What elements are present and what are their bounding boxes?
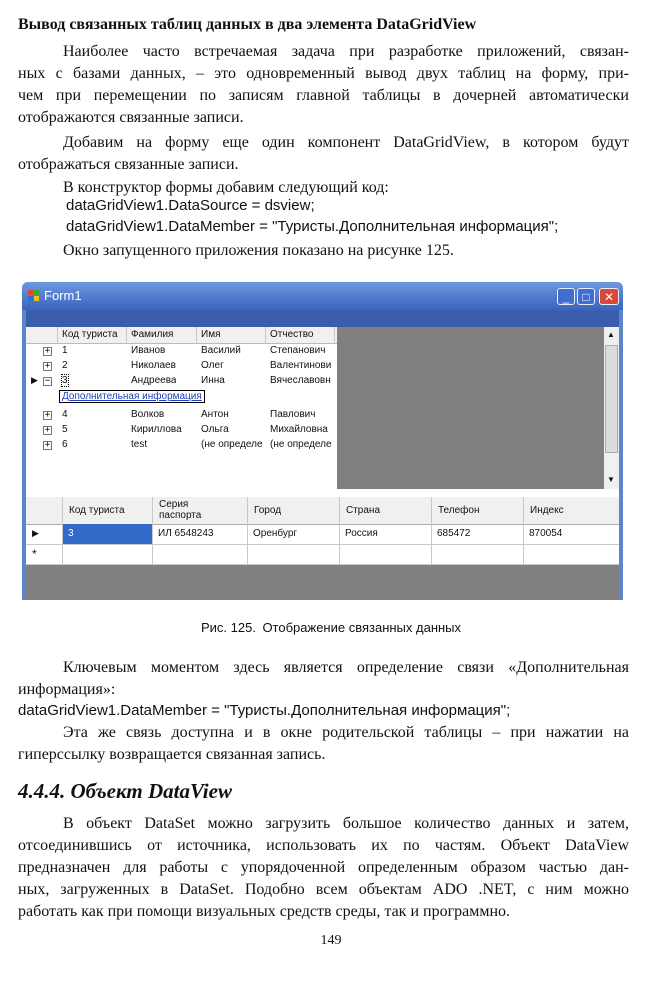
para1-line3: чем при перемещении по записям главной таблицы в дочерней автоматически <box>18 87 629 104</box>
para6-line1: Эта же связь доступна и в окне родительской таблицы – при нажатии на <box>63 724 629 741</box>
expand-plus-icon[interactable]: + <box>44 346 51 356</box>
new-row-marker: * <box>32 547 37 561</box>
col-header-name[interactable]: Имя <box>201 329 221 340</box>
para1-line2: ных с базами данных, – это одновременный вывод двух таблиц на форму, при- <box>18 65 629 82</box>
scroll-thumb[interactable] <box>605 345 618 453</box>
form-window <box>22 282 623 600</box>
parent-grid[interactable] <box>26 327 619 489</box>
child-grid-header <box>26 497 619 525</box>
scroll-down-icon[interactable]: ▼ <box>607 475 615 484</box>
para1-line4: отображаются связанные записи. <box>18 109 244 126</box>
parent-grid-header <box>26 327 337 344</box>
col-header-tourist-id[interactable]: Код туриста <box>62 329 118 340</box>
expand-plus-icon[interactable]: + <box>44 440 51 450</box>
table-row[interactable]: + 5 Кириллова Ольга Михайловна <box>44 424 328 435</box>
expand-plus-icon[interactable]: + <box>44 425 51 435</box>
page-number: 149 <box>320 933 342 948</box>
code-line-2: dataGridView1.DataMember = "Туристы.Дополнительная информация"; <box>66 218 559 235</box>
child-grid-cells <box>26 497 619 564</box>
caption-number: Рис. 125. <box>200 620 256 635</box>
col-header-phone[interactable]: Телефон <box>431 497 523 524</box>
scroll-up-icon[interactable]: ▲ <box>607 330 615 339</box>
para5-line1: Ключевым моментом здесь является определение связи «Дополнительная <box>63 659 629 676</box>
app-icon <box>28 290 40 301</box>
para3: В конструктор формы добавим следующий код: <box>63 179 389 196</box>
table-row-current[interactable]: ▶ − 3 Андреева Инна Вячеславовн <box>31 375 331 386</box>
col-header-city[interactable]: Город <box>247 497 339 524</box>
page-heading: Вывод связанных таблиц данных в два элемента DataGridView <box>18 16 477 33</box>
col-header-patronymic[interactable]: Отчество <box>270 329 314 340</box>
para4: Окно запущенного приложения показано на рисунке 125. <box>63 242 454 259</box>
close-button[interactable]: ✕ <box>599 288 619 305</box>
para2-line1: Добавим на форму еще один компонент DataGridView, в котором будут <box>63 134 629 151</box>
figure-caption <box>0 620 662 636</box>
expand-plus-icon[interactable]: + <box>44 361 51 371</box>
form-client-area <box>26 310 619 600</box>
table-row[interactable]: + 4 Волков Антон Павлович <box>44 409 316 420</box>
para6-line2: гиперссылку возвращается связанная запись. <box>18 746 326 763</box>
table-row[interactable]: + 1 Иванов Василий Степанович <box>44 345 326 356</box>
para7-line5: работать как при помощи визуальных средств среды, так и программно. <box>18 903 511 920</box>
col-header-surname[interactable]: Фамилия <box>131 329 174 340</box>
col-header-tourist-id-2[interactable]: Код туриста <box>62 497 152 524</box>
new-row[interactable] <box>26 545 619 565</box>
window-title: Form1 <box>44 288 82 303</box>
table-row[interactable]: ▶ 3 ИЛ 6548243 Оренбург Россия 685472 870054 <box>26 524 619 545</box>
child-grid[interactable] <box>26 497 619 600</box>
relation-link[interactable]: Дополнительная информация <box>59 390 205 403</box>
para7-line1: В объект DataSet можно загрузить большое количество данных и затем, <box>63 815 629 832</box>
code-line-3: dataGridView1.DataMember = "Туристы.Дополнительная информация"; <box>18 702 511 719</box>
para2-line2: отображаться связанные записи. <box>18 156 239 173</box>
section-heading: 4.4.4. Объект DataView <box>18 779 232 803</box>
para1-line1: Наиболее часто встречаемая задача при разработке приложений, связан- <box>63 43 629 60</box>
collapse-minus-icon[interactable]: − <box>44 376 51 386</box>
parent-grid-scrollbar[interactable] <box>604 327 619 489</box>
para7-line2: отсоединившись от источника, использовать их по частям. Объект DataView <box>18 837 629 854</box>
parent-grid-cells <box>26 327 337 489</box>
col-header-passport-series[interactable]: Серия паспорта <box>152 497 247 524</box>
title-bar <box>22 282 623 310</box>
col-header-country[interactable]: Страна <box>339 497 431 524</box>
form-top-band <box>26 310 619 327</box>
para7-line4: ных, загруженных в DataSet. Подобно всем объектам ADO .NET, с ним можно <box>18 881 629 898</box>
code-line-1: dataGridView1.DataSource = dsview; <box>66 197 315 214</box>
table-row[interactable]: + 6 test (не определе (не определе <box>44 439 332 450</box>
current-row-arrow-icon: ▶ <box>32 528 39 538</box>
minimize-button[interactable]: _ <box>557 288 575 305</box>
col-header-index[interactable]: Индекс <box>523 497 620 524</box>
current-row-arrow-icon: ▶ <box>31 375 38 385</box>
caption-text: Отображение связанных данных <box>262 620 462 635</box>
table-row[interactable]: + 2 Николаев Олег Валентинови <box>44 360 332 371</box>
expand-plus-icon[interactable]: + <box>44 410 51 420</box>
para7-line3: предназначен для работы с упорядоченной определенным образом частью дан- <box>18 859 629 876</box>
maximize-button[interactable]: □ <box>577 288 595 305</box>
para5-line2: информация»: <box>18 681 116 698</box>
